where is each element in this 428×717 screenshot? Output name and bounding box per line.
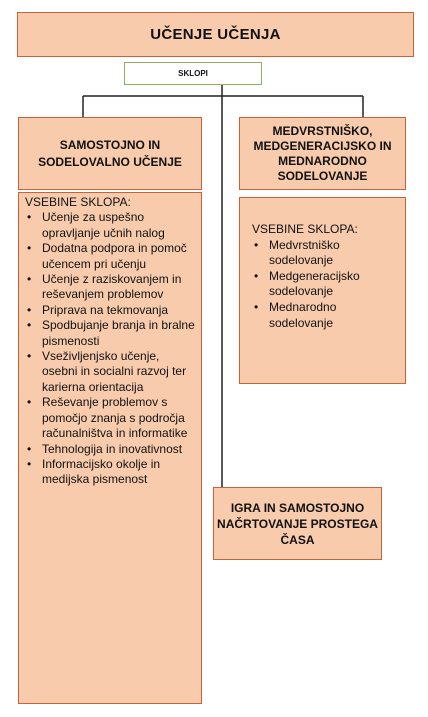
sklopi-label: SKLOPI bbox=[124, 62, 262, 85]
list-item: • Reševanje problemov s pomočjo znanja s področja računalništva in informatike bbox=[25, 395, 197, 441]
list-item: • Mednarodno sodelovanje bbox=[252, 300, 399, 331]
left-content-list bbox=[25, 210, 197, 487]
right-content-list bbox=[252, 238, 399, 332]
list-item: • Vseživljenjsko učenje, osebni in socialni razvoj ter karierna orientacija bbox=[25, 349, 197, 395]
right-branch-heading: MEDVRSTNIŠKO, MEDGENERACIJSKO IN MEDNARODNO SODELOVANJE bbox=[239, 117, 406, 190]
left-content-title: VSEBINE SKLOPA: bbox=[25, 195, 131, 209]
list-item: • Informacijsko okolje in medijska pismenost bbox=[25, 457, 197, 488]
left-branch-heading: SAMOSTOJNO IN SODELOVALNO UČENJE bbox=[18, 117, 202, 190]
list-item: • Medgeneracijsko sodelovanje bbox=[252, 269, 399, 300]
right-content-title: VSEBINE SKLOPA: bbox=[252, 222, 358, 236]
list-item: • Medvrstniško sodelovanje bbox=[252, 238, 399, 269]
middle-branch-heading: IGRA IN SAMOSTOJNO NAČRTOVANJE PROSTEGA ČASA bbox=[213, 487, 382, 560]
list-item: • Tehnologija in inovativnost bbox=[25, 442, 197, 457]
right-branch-content bbox=[239, 197, 406, 384]
list-item: • Dodatna podpora in pomoč učencem pri učenju bbox=[25, 241, 197, 272]
left-branch-content bbox=[18, 192, 202, 704]
list-item: • Učenje za uspešno opravljanje učnih nalog bbox=[25, 210, 197, 241]
list-item: • Spodbujanje branja in bralne pismenosti bbox=[25, 318, 197, 349]
list-item: • Priprava na tekmovanja bbox=[25, 303, 197, 318]
list-item: • Učenje z raziskovanjem in reševanjem problemov bbox=[25, 272, 197, 303]
diagram-title: UČENJE UČENJA bbox=[17, 12, 414, 57]
